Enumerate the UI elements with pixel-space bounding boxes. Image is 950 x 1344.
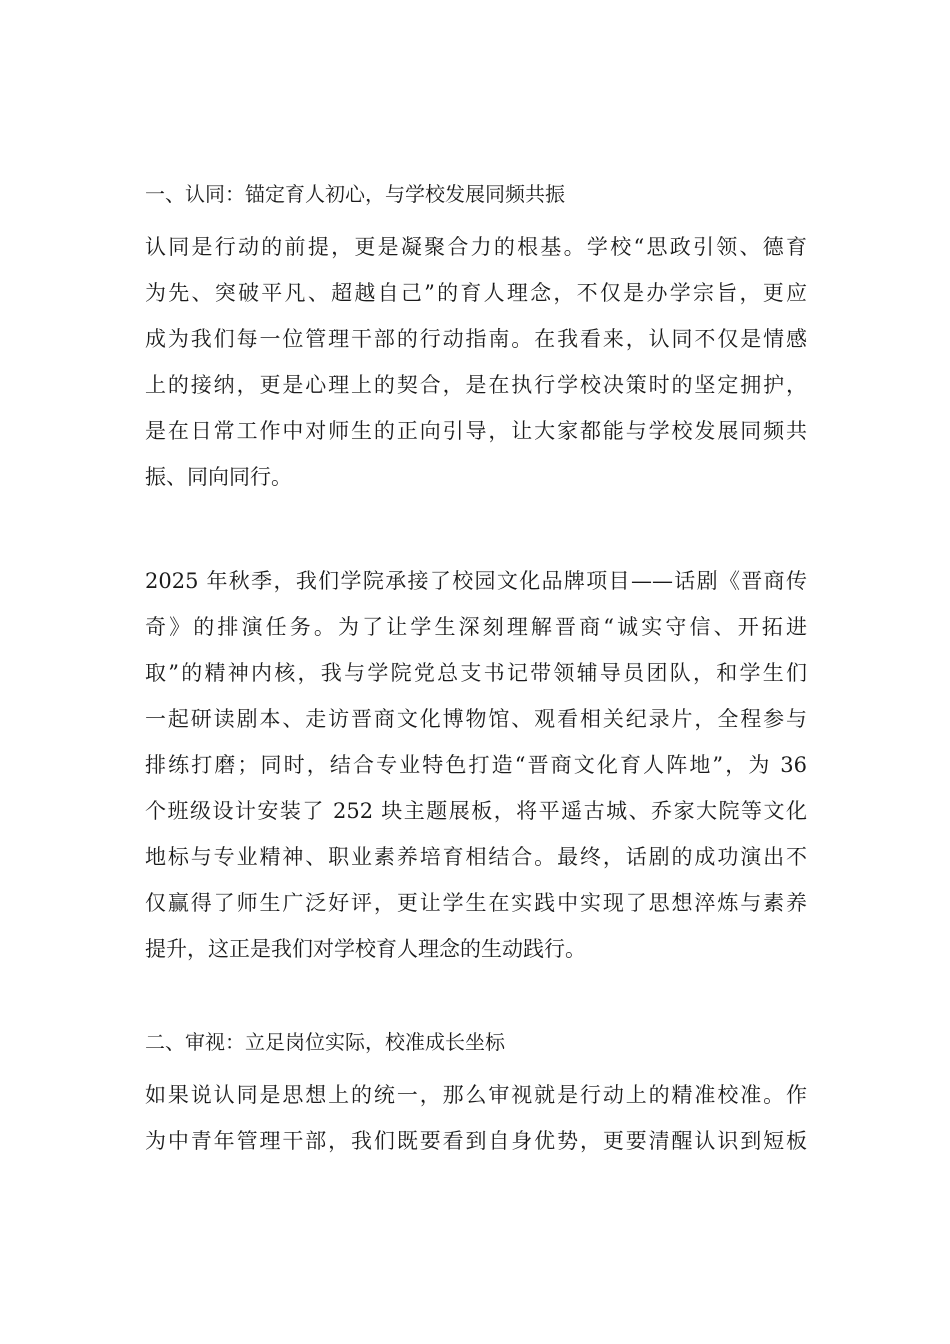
text-line: 个班级设计安装了 252 块主题展板，将平遥古城、乔家大院等文化 [145,799,807,823]
document-body [145,180,807,1164]
section-heading-2: 二、审视：立足岗位实际，校准成长坐标 [145,1030,505,1054]
text-line: 提升，这正是我们对学校育人理念的生动践行。 [145,937,586,961]
section-gap [145,972,807,1028]
text-line: 是在日常工作中对师生的正向引导，让大家都能与学校发展同频共 [145,419,807,443]
text-line: 地标与专业精神、职业素养培育相结合。最终，话剧的成功演出不 [145,845,807,869]
text-line: 取”的精神内核，我与学院党总支书记带领辅导员团队，和学生们 [145,661,807,685]
text-line: 仅赢得了师生广泛好评，更让学生在实践中实现了思想淬炼与素养 [145,891,807,915]
paragraph-3 [145,1072,807,1164]
paragraph-2 [145,558,807,972]
text-line: 排练打磨；同时，结合专业特色打造“晋商文化育人阵地”，为 36 [145,753,807,777]
text-line: 认同是行动的前提，更是凝聚合力的根基。学校“思政引领、德育 [145,235,807,259]
text-line: 如果说认同是思想上的统一，那么审视就是行动上的精准校准。作 [145,1083,807,1107]
section-heading-1: 一、认同：锚定育人初心，与学校发展同频共振 [145,182,565,206]
text-line: 上的接纳，更是心理上的契合，是在执行学校决策时的坚定拥护， [145,373,807,397]
text-line: 为中青年管理干部，我们既要看到自身优势，更要清醒认识到短板 [145,1129,807,1153]
text-line: 一起研读剧本、走访晋商文化博物馆、观看相关纪录片，全程参与 [145,707,807,731]
text-line: 为先、突破平凡、超越自己”的育人理念，不仅是办学宗旨，更应 [145,281,807,305]
text-line: 2025 年秋季，我们学院承接了校园文化品牌项目——话剧《晋商传 [145,569,807,593]
spacer [145,1056,807,1072]
text-line: 成为我们每一位管理干部的行动指南。在我看来，认同不仅是情感 [145,327,807,351]
spacer [145,208,807,224]
text-line: 振、同向同行。 [145,465,292,489]
paragraph-1 [145,224,807,500]
text-line: 奇》的排演任务。为了让学生深刻理解晋商“诚实守信、开拓进 [145,615,807,639]
paragraph-gap [145,500,807,558]
